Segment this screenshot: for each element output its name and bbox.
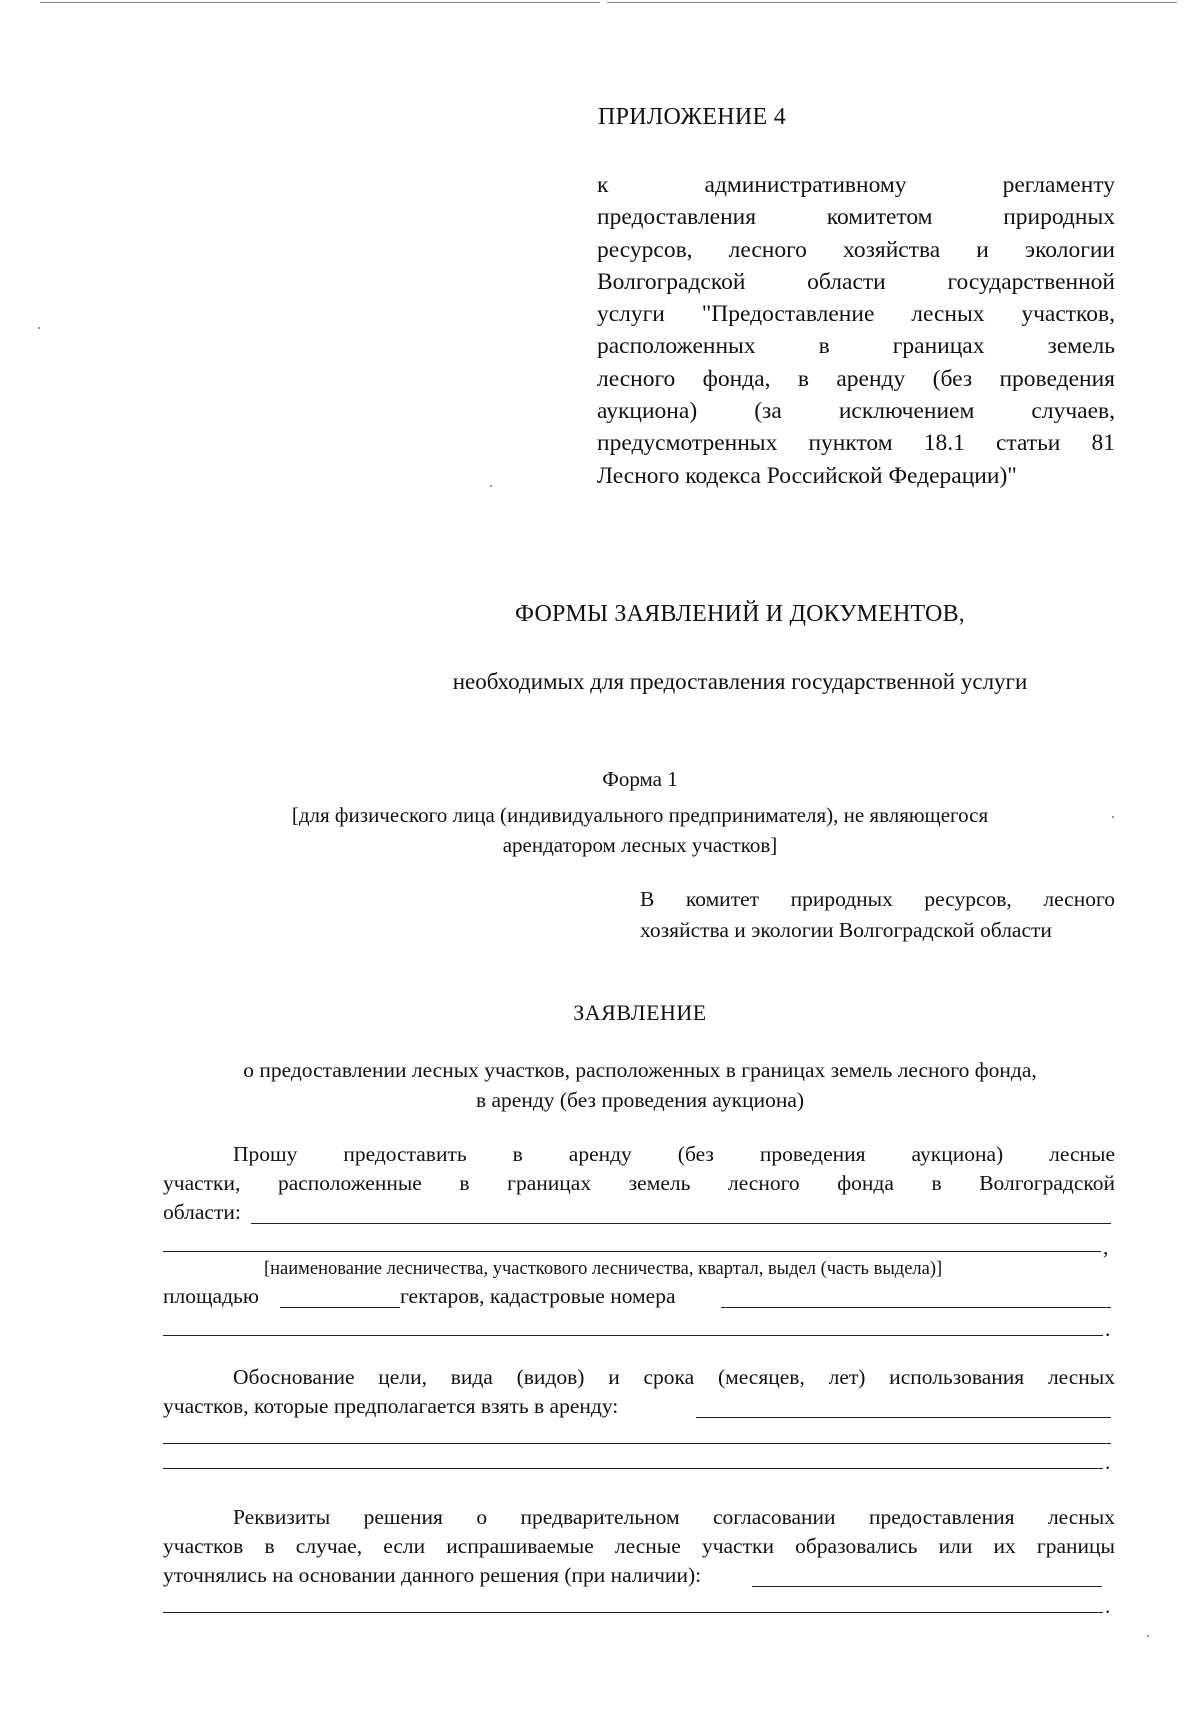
application-subtitle-line: в аренду (без проведения аукциона) [475, 1088, 805, 1112]
application-subtitle [150, 1055, 1130, 1115]
appendix-line: предусмотренных пунктом 18.1 статьи 81 [597, 430, 1115, 457]
application-subtitle-line: о предоставлении лесных участков, расположенных в границах земель лесного фонда, [243, 1058, 1037, 1082]
section1-line: Прошу предоставить в аренду (без проведения аукциона) лесные [233, 1142, 1115, 1166]
section3-period: . [1105, 1594, 1111, 1618]
scan-speck [1147, 1635, 1149, 1637]
scan-edge-line-left [40, 2, 600, 3]
form-note [200, 800, 1080, 860]
application-title: ЗАЯВЛЕНИЕ [573, 1000, 707, 1025]
addressee-line: хозяйства и экологии Волгоградской области [640, 918, 1052, 942]
section1-region-label: области: [163, 1200, 241, 1224]
appendix-line: предоставления комитетом природных [597, 204, 1115, 231]
appendix-line: Лесного кодекса Российской Федерации)" [597, 462, 1017, 489]
appendix-line: лесного фонда, в аренду (без проведения [597, 365, 1115, 392]
section3-line: Реквизиты решения о предварительном согласовании предоставления лесных [233, 1505, 1115, 1529]
appendix-line: аукциона) (за исключением случаев, [597, 398, 1115, 425]
section2-text [163, 1363, 1115, 1392]
section1-period: . [1105, 1317, 1111, 1341]
appendix-line: Волгоградской области государственной [597, 268, 1115, 295]
section3-line: участков в случае, если испрашиваемые лесные участки образовались или их границы [163, 1534, 1115, 1558]
forms-title: ФОРМЫ ЗАЯВЛЕНИЙ И ДОКУМЕНТОВ, [515, 601, 965, 627]
section3-decision-label: уточнялись на основании данного решения (при наличии): [163, 1563, 702, 1587]
appendix-line: к административному регламенту [597, 172, 1115, 198]
purpose-field[interactable] [696, 1417, 1111, 1418]
area-field[interactable] [280, 1307, 400, 1308]
form-note-line: арендатором лесных участков] [502, 833, 778, 857]
forms-subtitle: необходимых для предоставления государственной услуги [452, 669, 1028, 694]
appendix-line: ресурсов, лесного хозяйства и экологии [597, 236, 1115, 263]
area-label: площадью [163, 1284, 259, 1308]
hectares-label: гектаров, кадастровые номера [400, 1284, 676, 1308]
cadastral-numbers-field-continued[interactable] [163, 1335, 1103, 1336]
addressee [640, 884, 1115, 946]
purpose-field-line3[interactable] [163, 1468, 1103, 1469]
decision-details-field[interactable] [752, 1586, 1102, 1587]
purpose-field-line2[interactable] [163, 1443, 1111, 1444]
cadastral-numbers-field[interactable] [721, 1307, 1111, 1308]
form-note-line: [для физического лица (индивидуального предпринимателя), не являющегося [291, 803, 989, 827]
scan-speck [38, 327, 40, 329]
section1-comma: , [1103, 1235, 1109, 1259]
section3-text [163, 1503, 1115, 1561]
region-field-continued[interactable] [163, 1251, 1101, 1252]
appendix-line: услуги "Предоставление лесных участков, [597, 301, 1115, 328]
section2-purpose-label: участков, которые предполагается взять в аренду: [163, 1394, 619, 1418]
section2-period: . [1105, 1450, 1111, 1474]
appendix-text [597, 169, 1115, 492]
appendix-title: ПРИЛОЖЕНИЕ 4 [598, 104, 787, 130]
appendix-line: расположенных в границах земель [597, 333, 1115, 360]
scan-speck [1112, 816, 1114, 818]
section2-line: Обоснование цели, вида (видов) и срока (месяцев, лет) использования лесных [233, 1365, 1115, 1389]
section1-line: участки, расположенные в границах земель лесного фонда в Волгоградской [163, 1171, 1115, 1195]
scan-edge-line-right [607, 2, 1177, 3]
addressee-line: В комитет природных ресурсов, лесного [640, 887, 1115, 911]
section1-text [163, 1140, 1115, 1198]
section1-field-hint: [наименование лесничества, участкового лесничества, квартал, выдел (часть выдела)] [264, 1259, 943, 1279]
form-number: Форма 1 [602, 767, 678, 791]
scan-speck [490, 485, 492, 487]
region-field[interactable] [251, 1223, 1111, 1224]
decision-details-field-continued[interactable] [163, 1612, 1103, 1613]
